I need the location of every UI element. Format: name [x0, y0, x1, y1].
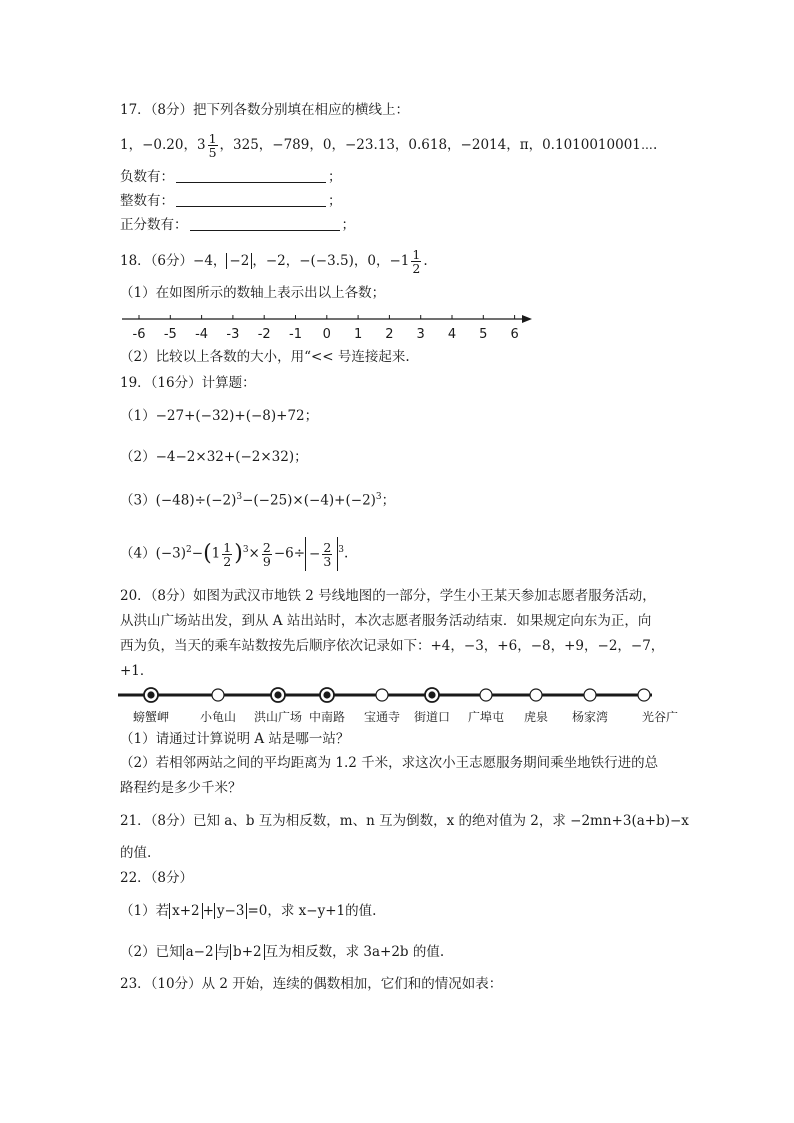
q20-line1: 20．（8分）如图为武汉市地铁 2 号线地图的一部分，学生小王某天参加志愿者服务活动，	[120, 588, 656, 604]
axis-tick-label: -2	[257, 327, 271, 342]
posfrac-blank[interactable]	[190, 216, 340, 231]
q18-part1: （1）在如图所示的数轴上表示出以上各数；	[120, 285, 386, 301]
number-line	[118, 308, 538, 342]
axis-tick-label: 0	[322, 327, 331, 342]
q17-numbers	[120, 132, 657, 159]
q20-part2a: （2）若相邻两站之间的平均距离为 1.2 千米，求这次小王志愿服务期间乘坐地铁行进的总	[120, 755, 659, 771]
q17-posfrac-line: 正分数有： ；	[120, 217, 355, 233]
q23-title: 23．（10分）从 2 开始，连续的偶数相加，它们和的情况如表：	[120, 976, 503, 992]
axis-tick-label: 5	[479, 327, 488, 342]
station-label: 杨家湾	[571, 710, 609, 724]
axis-tick-label: 6	[510, 327, 519, 342]
q19-title: 19．（16分）计算题：	[120, 375, 256, 391]
station-icon	[480, 689, 492, 701]
transfer-station-dot	[147, 691, 154, 698]
station-label: 小龟山	[199, 710, 237, 724]
fraction-one-half-b: $\frac{1}{2}$	[223, 539, 232, 569]
station-label: 虎泉	[523, 710, 549, 724]
int-blank[interactable]	[176, 192, 326, 207]
arrow-right-icon	[522, 315, 532, 323]
station-label: 广埠屯	[467, 710, 505, 724]
int-label: 整数有：	[120, 193, 174, 209]
station-icon	[212, 689, 224, 701]
q18-part2: （2）比较以上各数的大小，用“<< 号连接起来.	[120, 349, 410, 365]
axis-tick-label: 4	[447, 327, 457, 342]
station-label: 中南路	[308, 710, 346, 724]
q22-part2: （2）已知 a−2 与 b+2 互为相反数，求 3a+2b 的值.	[120, 944, 445, 960]
q18-title: 18．（6分）−4， −2 ，−2，−(−3.5)，0，−1 $\frac{1}{2}$ .	[120, 247, 428, 276]
transfer-station-dot	[323, 691, 330, 698]
neg-blank[interactable]	[176, 168, 326, 183]
q17-title: 17．（8分）把下列各数分别填在相应的横线上：	[120, 102, 410, 118]
q17-integers-line: 整数有： ；	[120, 193, 342, 209]
q21-line2: 的值.	[120, 845, 152, 861]
axis-tick-label: -5	[163, 327, 177, 342]
q19-part3: $(3)(-48)\div(-2)^3-(-25)\times(-4)+(-2)^3$；	[120, 492, 396, 509]
station-icon	[638, 689, 650, 701]
transfer-station-dot	[428, 691, 435, 698]
station-label: 光谷广	[642, 710, 679, 724]
q20-part1: （1）请通过计算说明 A 站是哪一站？	[120, 731, 350, 747]
axis-tick-label: -6	[132, 327, 146, 342]
station-label: 洪山广场	[253, 710, 303, 724]
station-icon	[376, 689, 388, 701]
station-icon	[530, 689, 542, 701]
axis-tick-label: 3	[416, 327, 425, 342]
q20-line3: 西为负，当天的乘车站数按先后顺序依次记录如下：+4，−3，+6，−8，+9，−2，−7，	[120, 638, 665, 654]
axis-tick-label: -3	[226, 327, 240, 342]
transfer-station-dot	[274, 691, 281, 698]
axis-tick-label: 1	[353, 327, 363, 342]
abs-value: −2	[226, 253, 252, 269]
q20-line4: +1．	[120, 663, 154, 679]
posfrac-label: 正分数有：	[120, 217, 188, 233]
fraction-one-fifth: $\frac{1}{5}$	[208, 131, 217, 160]
station-label: 螃蟹岬	[132, 710, 170, 724]
q17-negatives-line: 负数有： ；	[120, 169, 342, 185]
station-label: 街道口	[413, 710, 451, 724]
fraction-one-half: $\frac{1}{2}$	[412, 247, 421, 276]
neg-label: 负数有：	[120, 169, 174, 185]
q17-nums-a: 1，−0.20，3	[120, 137, 206, 153]
q22-title: 22．（8分）	[120, 870, 194, 886]
q19-part2: （2）−4−2×32+(−2×32)；	[120, 449, 308, 465]
station-icon	[584, 689, 596, 701]
station-label: 宝通寺	[363, 710, 401, 724]
q19-part4: $(4)(-3)^2-(1$ $\frac{1}{2}$ )$^3$× $\frac{2}{9}$ −6÷ − $\frac{2}{3}$ $^3$.	[120, 533, 348, 571]
abs-fraction: − $\frac{2}{3}$	[305, 537, 338, 571]
axis-tick-label: -1	[289, 327, 302, 342]
axis-tick-label: -4	[195, 327, 209, 342]
q22-part1: （1）若 x+2 + y−3 =0，求 x−y+1的值.	[120, 903, 377, 919]
q19-part1: （1）−27+(−32)+(−8)+72；	[120, 408, 319, 424]
fraction-two-ninths: $\frac{2}{9}$	[262, 539, 271, 569]
axis-tick-label: 2	[385, 327, 394, 342]
q20-part2b: 路程约是多少千米？	[120, 780, 242, 796]
q21-line1: 21．（8分）已知 a、b 互为相反数，m、n 互为倒数，x 的绝对值为 2，求 −2mn+3(a+b)−x	[120, 813, 689, 829]
q20-line2: 从洪山广场站出发，到从 A 站出站时，本次志愿者服务活动结束．如果规定向东为正，向	[120, 613, 652, 629]
metro-map	[118, 684, 679, 726]
q17-nums-b: ，325，−789，0，−23.13，0.618，−2014，π，0.1010010001⋯.	[219, 137, 658, 153]
